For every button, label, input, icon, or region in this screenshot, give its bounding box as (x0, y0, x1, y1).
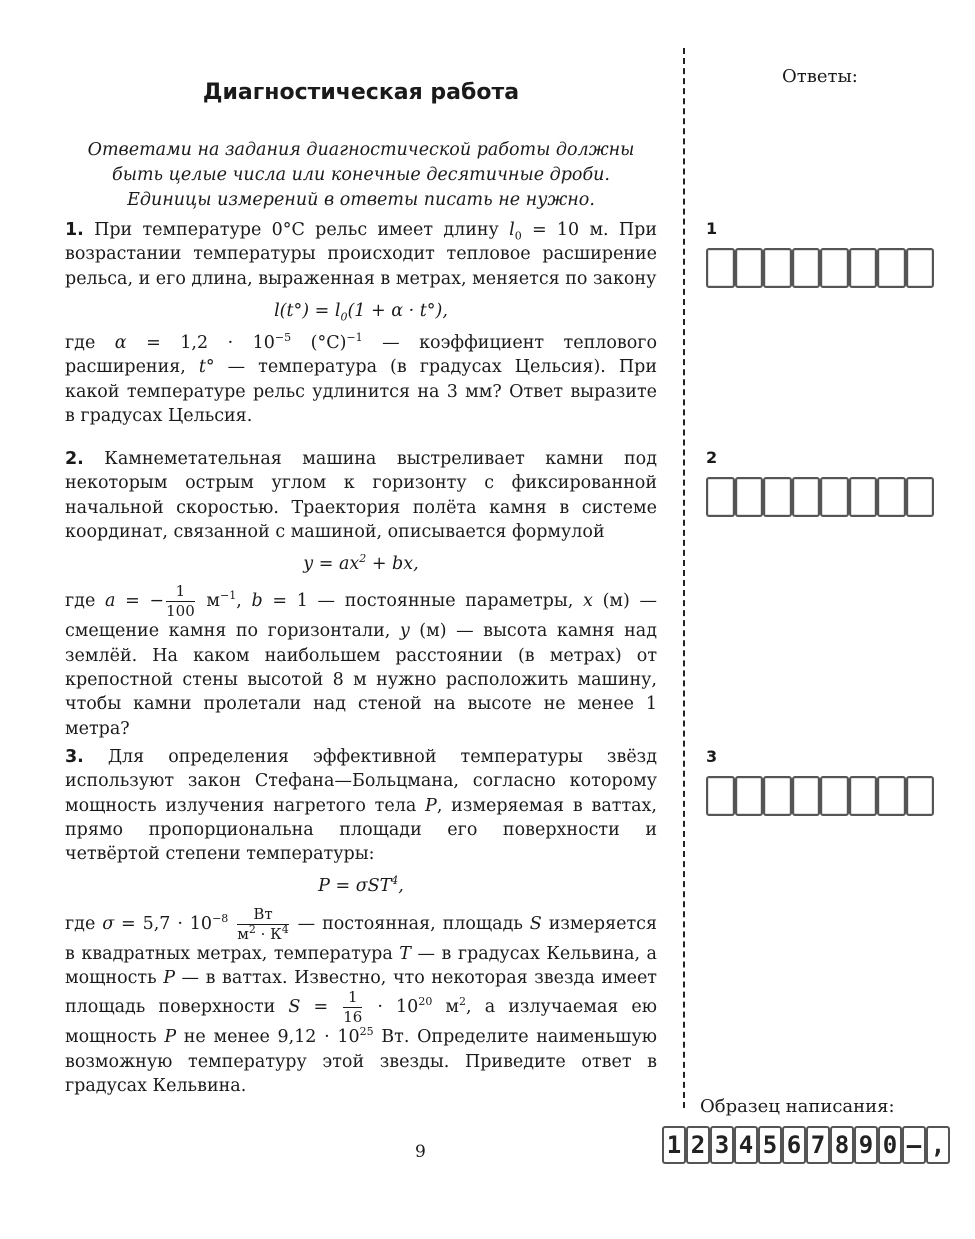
task-number: 2. (65, 449, 84, 469)
sample-char: 3 (710, 1126, 734, 1164)
sample-char: 7 (806, 1126, 830, 1164)
answer-cell[interactable] (820, 248, 849, 288)
answer-field-1[interactable] (706, 248, 934, 288)
answer-cell[interactable] (820, 776, 849, 816)
sample-char: 5 (758, 1126, 782, 1164)
task-3: 3. Для определения эффективной температуры звёзд используют закон Стефана—Больцмана, согласно которому мощность излучения нагретого тела P, измеряемая в ваттах, прямо пропорциональна площади его поверхности и четвёртой степени температуры: P = σST$^4$, где $\sigma = 5,7 \cdot 10^{-8}$ $\frac{Вт}{м^2 \cdot К^4}$ — постоянная, площадь S измеряется в квадратных метрах, температура T — в градусах Кельвина, а мощность P — в ваттах. Известно, что некоторая звезда имеет площадь поверхности S = $\frac{1}{16}$ · $10^{20}$ $м^2$, а излучаемая ею мощность P не менее $9,12 \cdot 10^{25}$ Вт. Определите наименьшую возможную температуру этой звезды. Приведите ответ в градусах Кельвина. (65, 747, 657, 1096)
sample-char: 1 (662, 1126, 686, 1164)
answer-cell[interactable] (906, 248, 935, 288)
task-number: 3. (65, 747, 84, 767)
sample-label: Образец написания: (700, 1096, 895, 1117)
answer-cell[interactable] (735, 248, 764, 288)
answer-cell[interactable] (706, 477, 735, 517)
answer-cell[interactable] (763, 776, 792, 816)
sample-char: 0 (878, 1126, 902, 1164)
answer-cell[interactable] (849, 248, 878, 288)
sample-char: 8 (830, 1126, 854, 1164)
sample-char: 4 (734, 1126, 758, 1164)
answer-cell[interactable] (877, 477, 906, 517)
answer-field-2[interactable] (706, 477, 934, 517)
formula: $y = ax^2$ + bx, (303, 552, 419, 575)
sample-digits (662, 1126, 950, 1164)
answer-cell[interactable] (906, 477, 935, 517)
answer-cell[interactable] (877, 776, 906, 816)
answer-cell[interactable] (763, 477, 792, 517)
sample-char: , (926, 1126, 950, 1164)
answer-cell[interactable] (792, 248, 821, 288)
formula: P = σST$^4$, (318, 874, 404, 897)
cut-line (683, 48, 685, 1108)
task-1: 1. При температуре 0°C рельс имеет длину $l_0 = 10$ м. При возрастании температуры происходит тепловое расширение рельса, и его длина, выраженная в метрах, меняется по закону $l(t^\circ) = l_0(1 + \alpha \cdot t^\circ)$, где $\alpha = 1,2 \cdot 10^{-5}$ $(^\circ C)^{-1}$ — коэффициент теплового расширения, t° — температура (в градусах Цельсия). При какой температуре рельс удлинится на 3 мм? Ответ выразите в градусах Цельсия. (65, 220, 658, 427)
task-number: 1. (65, 220, 84, 240)
formula: $l(t^\circ) = l_0(1 + \alpha \cdot t^\circ)$, (274, 300, 448, 324)
answer-cell[interactable] (792, 776, 821, 816)
answer-field-3[interactable] (706, 776, 934, 816)
page-number: 9 (415, 1142, 426, 1162)
intro-text: Ответами на задания диагностической работы должны быть целые числа или конечные десятичные дроби. Единицы измерений в ответы писать не нужно. (87, 140, 635, 210)
answer-cell[interactable] (877, 248, 906, 288)
page-title: Диагностическая работа (202, 80, 520, 105)
answer-cell[interactable] (735, 477, 764, 517)
task-2: 2. Камнеметательная машина выстреливает камни под некоторым острым углом к горизонту с фиксированной начальной скоростью. Траектория полёта камня в системе координат, связанной с машиной, описывается формулой $y = ax^2$ + bx, где a = − $\frac{1}{100}$ $м^{-1}$, b = 1 — постоянные параметры, x (м) — смещение камня по горизонтали, y (м) — высота камня над землёй. На каком наибольшем расстоянии (в метрах) от крепостной стены высотой 8 м нужно расположить машину, чтобы камни пролетали над стеной на высоте не менее 1 метра? (65, 449, 658, 739)
answer-cell[interactable] (735, 776, 764, 816)
answer-cell[interactable] (849, 776, 878, 816)
sample-char: – (902, 1126, 926, 1164)
answer-cell[interactable] (820, 477, 849, 517)
sample-char: 2 (686, 1126, 710, 1164)
answer-number-3: 3 (706, 747, 718, 766)
sample-char: 6 (782, 1126, 806, 1164)
answer-cell[interactable] (763, 248, 792, 288)
answer-cell[interactable] (792, 477, 821, 517)
answer-cell[interactable] (849, 477, 878, 517)
answer-cell[interactable] (706, 248, 735, 288)
sample-char: 9 (854, 1126, 878, 1164)
answer-number-2: 2 (706, 448, 718, 467)
answer-cell[interactable] (906, 776, 935, 816)
answer-cell[interactable] (706, 776, 735, 816)
answers-label: Ответы: (782, 66, 858, 87)
answer-number-1: 1 (706, 219, 718, 238)
